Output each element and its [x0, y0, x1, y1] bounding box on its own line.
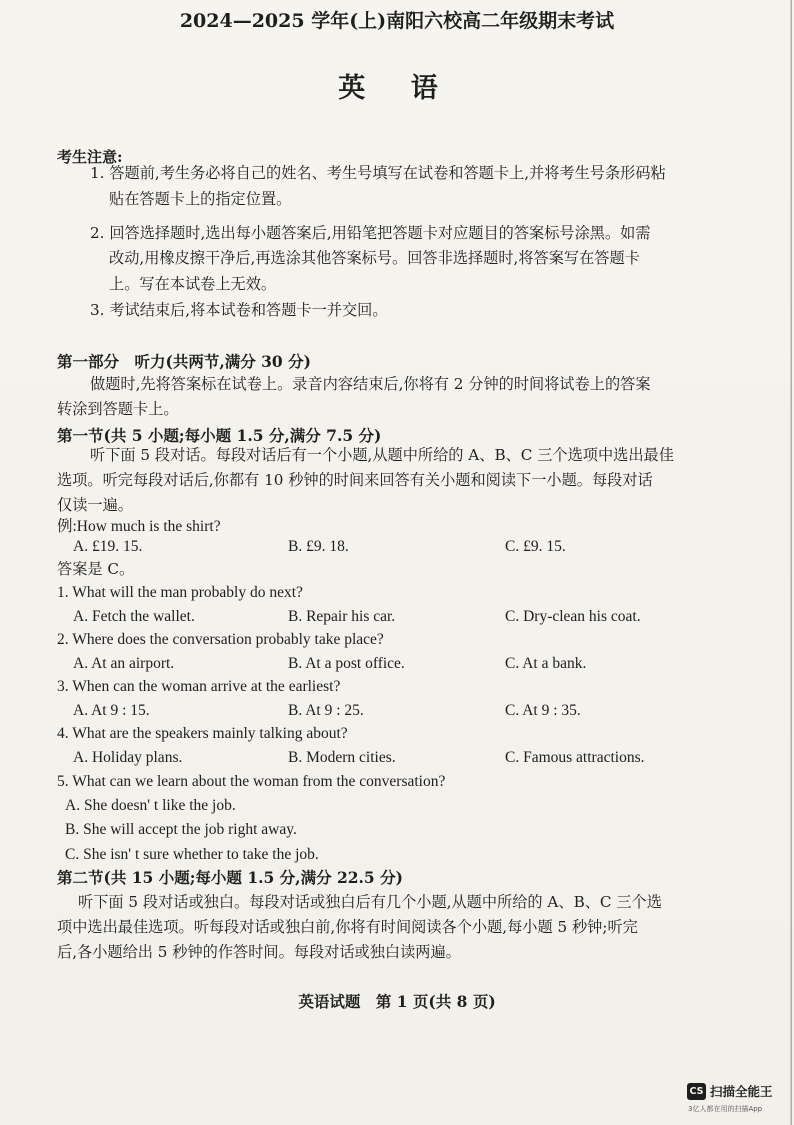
q3-option-b: B. At 9 : 25. [288, 702, 364, 719]
section1-instruction: 仅读一遍。 [57, 496, 133, 514]
notice-line: 贴在答题卡上的指定位置。 [109, 190, 292, 208]
question-2: 2. Where does the conversation probably take place? [57, 631, 384, 648]
q1-option-a: A. Fetch the wallet. [73, 608, 195, 625]
q2-option-c: C. At a bank. [505, 655, 587, 672]
q1-option-b: B. Repair his car. [288, 608, 396, 625]
q5-option-c: C. She isn' t sure whether to take the job. [65, 846, 319, 863]
scanner-app-tagline: 3亿人都在用的扫描App [688, 1105, 763, 1113]
scanner-app-name: 扫描全能王 [710, 1084, 773, 1099]
camscanner-logo-icon: CS [687, 1083, 706, 1100]
page-edge-shadow [790, 0, 792, 1125]
section1-heading: 第一节(共 5 小题;每小题 1.5 分,满分 7.5 分) [57, 426, 382, 445]
q5-option-b: B. She will accept the job right away. [65, 821, 297, 838]
q1-option-c: C. Dry-clean his coat. [505, 608, 641, 625]
part1-intro-line: 转涂到答题卡上。 [57, 400, 179, 418]
q2-option-a: A. At an airport. [73, 655, 175, 672]
q4-option-a: A. Holiday plans. [73, 749, 183, 766]
question-1: 1. What will the man probably do next? [57, 584, 303, 601]
q2-option-b: B. At a post office. [288, 655, 405, 672]
section2-heading: 第二节(共 15 小题;每小题 1.5 分,满分 22.5 分) [57, 868, 403, 887]
question-3: 3. When can the woman arrive at the earliest? [57, 678, 341, 695]
q4-option-b: B. Modern cities. [288, 749, 396, 766]
part1-heading: 第一部分 听力(共两节,满分 30 分) [57, 352, 311, 371]
notice-line: 2. 回答选择题时,选出每小题答案后,用铅笔把答题卡对应题目的答案标号涂黑。如需 [90, 224, 651, 242]
notice-line: 1. 答题前,考生务必将自己的姓名、考生号填写在试卷和答题卡上,并将考生号条形码粘 [90, 164, 666, 182]
q4-option-c: C. Famous attractions. [505, 749, 645, 766]
q3-option-a: A. At 9 : 15. [73, 702, 150, 719]
example-option-b: B. £9. 18. [288, 538, 349, 555]
section2-instruction: 后,各小题给出 5 秒钟的作答时间。每段对话或独白读两遍。 [57, 943, 461, 961]
page-footer: 英语试题 第 1 页(共 8 页) [298, 992, 496, 1011]
example-answer: 答案是 C。 [57, 560, 135, 578]
section2-instruction: 听下面 5 段对话或独白。每段对话或独白后有几个小题,从题中所给的 A、B、C 三个选 [78, 893, 662, 911]
notice-heading: 考生注意: [57, 148, 123, 166]
section2-instruction: 项中选出最佳选项。听每段对话或独白前,你将有时间阅读各个小题,每小题 5 秒钟;听完 [57, 918, 638, 936]
example-option-a: A. £19. 15. [73, 538, 143, 555]
question-4: 4. What are the speakers mainly talking about? [57, 725, 348, 742]
subject-title: 英 语 [338, 73, 456, 104]
example-question: 例:How much is the shirt? [57, 518, 221, 535]
section1-instruction: 听下面 5 段对话。每段对话后有一个小题,从题中所给的 A、B、C 三个选项中选出最佳 [90, 446, 674, 464]
q3-option-c: C. At 9 : 35. [505, 702, 581, 719]
question-5: 5. What can we learn about the woman from the conversation? [57, 773, 446, 790]
example-option-c: C. £9. 15. [505, 538, 566, 555]
notice-line: 上。写在本试卷上无效。 [109, 275, 277, 293]
notice-line: 改动,用橡皮擦干净后,再选涂其他答案标号。回答非选择题时,将答案写在答题卡 [109, 249, 640, 267]
q5-option-a: A. She doesn' t like the job. [65, 797, 236, 814]
exam-title: 2024—2025 学年(上)南阳六校高二年级期末考试 [179, 10, 615, 32]
section1-instruction: 选项。听完每段对话后,你都有 10 秒钟的时间来回答有关小题和阅读下一小题。每段对话 [57, 471, 653, 489]
part1-intro-line: 做题时,先将答案标在试卷上。录音内容结束后,你将有 2 分钟的时间将试卷上的答案 [90, 375, 651, 393]
notice-line: 3. 考试结束后,将本试卷和答题卡一并交回。 [90, 301, 388, 319]
